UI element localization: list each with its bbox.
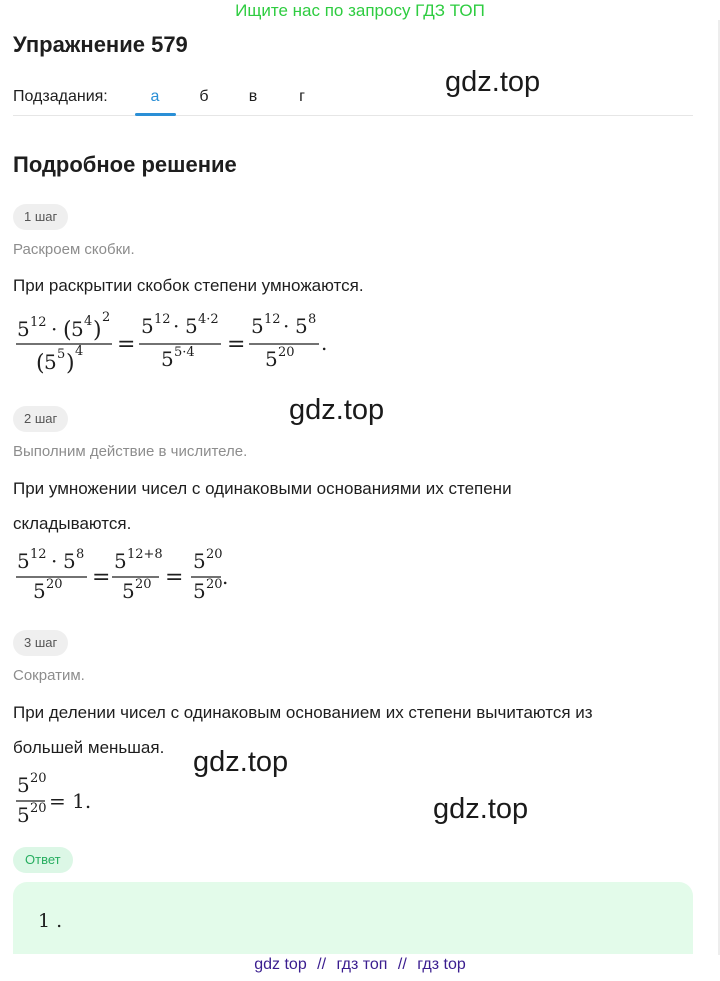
f1-t2-den: 5 xyxy=(161,347,174,371)
step-1-formula xyxy=(13,306,343,380)
exercise-title: Упражнение 579 xyxy=(13,32,188,57)
footer-link-2[interactable]: гдз топ xyxy=(336,956,388,973)
svg-text:): ) xyxy=(66,351,75,376)
watermark: gdz.top xyxy=(193,746,289,778)
f1-eq-2: = xyxy=(227,332,246,357)
f1-t1-num-b-exp: 4 xyxy=(84,314,93,329)
tab-v[interactable]: в xyxy=(248,88,258,105)
f2-t3-num-exp: 20 xyxy=(206,547,223,562)
answer-badge: Ответ xyxy=(13,847,73,873)
f1-t2-den-exp: 5·4 xyxy=(174,345,195,360)
f2-t1-num-a-exp: 12 xyxy=(30,547,47,562)
f1-t3-den: 5 xyxy=(265,347,278,371)
f2-t1-num-a: 5 xyxy=(17,549,30,573)
f1-t1-num-dot: · xyxy=(51,317,58,341)
step-1-badge: 1 шаг xyxy=(13,204,68,230)
svg-text:·: · xyxy=(283,314,290,338)
f2-t1-num-dot: · xyxy=(51,549,58,573)
svg-text:(: ( xyxy=(63,318,72,343)
step-3-formula xyxy=(13,766,133,832)
watermark: gdz.top xyxy=(433,793,529,825)
f3-num: 5 xyxy=(17,773,30,797)
f3-den-exp: 20 xyxy=(30,801,47,816)
footer-separator: // xyxy=(317,956,327,973)
f1-t3-den-exp: 20 xyxy=(278,345,295,360)
svg-text:·: · xyxy=(173,314,180,338)
f1-t3-num-b: 5 xyxy=(295,314,308,338)
step-2-text-line-2: складываются. xyxy=(13,514,132,533)
f1-t3-num-b-exp: 8 xyxy=(308,312,317,327)
svg-text:): ) xyxy=(93,318,102,343)
f1-end: . xyxy=(321,331,328,355)
f1-eq-1: = xyxy=(117,332,136,357)
f1-t2-num-b: 5 xyxy=(185,314,198,338)
step-3-hint: Сократим. xyxy=(13,667,85,684)
f2-eq-1: = xyxy=(92,565,111,590)
f2-end: . xyxy=(222,565,229,589)
footer-links xyxy=(0,956,720,974)
f1-t1-den-outer-exp: 4 xyxy=(75,344,84,359)
answer-box xyxy=(13,882,693,954)
f1-t1-den-base: 5 xyxy=(44,350,57,374)
step-3-badge: 3 шаг xyxy=(13,630,68,656)
step-2-text-line-1: При умножении чисел с одинаковыми основаниями их степени xyxy=(13,479,512,498)
tab-b[interactable]: б xyxy=(199,88,209,105)
svg-text:(: ( xyxy=(36,351,45,376)
f1-t3-num-a: 5 xyxy=(251,314,264,338)
step-2-formula xyxy=(13,542,253,608)
f1-t2-num-a: 5 xyxy=(141,314,154,338)
f2-t1-den: 5 xyxy=(33,579,46,603)
f2-t3-den: 5 xyxy=(193,579,206,603)
step-1-text: При раскрытии скобок степени умножаются. xyxy=(13,276,364,295)
search-banner: Ищите нас по запросу ГДЗ ТОП xyxy=(235,1,485,20)
tab-g[interactable]: г xyxy=(299,88,305,105)
footer-link-1[interactable]: gdz top xyxy=(254,956,307,973)
f3-den: 5 xyxy=(17,803,30,827)
step-2-badge: 2 шаг xyxy=(13,406,68,432)
footer-separator: // xyxy=(397,956,407,973)
step-3-text-line-2: большей меньшая. xyxy=(13,738,165,757)
f3-num-exp: 20 xyxy=(30,771,47,786)
f2-t2-num: 5 xyxy=(114,549,127,573)
subtasks-label: Подзадания: xyxy=(13,88,108,105)
tab-a[interactable]: а xyxy=(150,88,160,105)
watermark: gdz.top xyxy=(445,66,541,98)
step-1-hint: Раскроем скобки. xyxy=(13,241,135,258)
f2-t2-den: 5 xyxy=(122,579,135,603)
f1-t1-num-a-exp: 12 xyxy=(30,315,47,330)
f1-t1-num-outer-exp: 2 xyxy=(102,310,111,325)
watermark: gdz.top xyxy=(289,394,385,426)
f2-t3-num: 5 xyxy=(193,549,206,573)
f2-t2-num-exp: 12+8 xyxy=(127,547,163,562)
footer-link-3[interactable]: гдз top xyxy=(417,956,466,973)
f2-eq-2: = xyxy=(165,565,184,590)
f1-t2-num-a-exp: 12 xyxy=(154,312,171,327)
step-2-hint: Выполним действие в числителе. xyxy=(13,443,248,460)
f1-t1-num-a: 5 xyxy=(17,317,30,341)
active-tab-indicator xyxy=(135,113,176,116)
solution-heading: Подробное решение xyxy=(13,152,237,177)
f2-t1-den-exp: 20 xyxy=(46,577,63,592)
f2-t3-den-exp: 20 xyxy=(206,577,223,592)
f1-t3-num-a-exp: 12 xyxy=(264,312,281,327)
f3-rhs: = 1. xyxy=(49,789,92,813)
answer-value: 1 . xyxy=(38,910,63,932)
step-3-text-line-1: При делении чисел с одинаковым основанием их степени вычитаются из xyxy=(13,703,593,722)
f1-t1-num-b: 5 xyxy=(71,317,84,341)
tabs-divider xyxy=(13,115,693,116)
f1-t1-den-in-exp: 5 xyxy=(57,347,66,362)
f2-t1-num-b-exp: 8 xyxy=(76,547,85,562)
f2-t1-num-b: 5 xyxy=(63,549,76,573)
f2-t2-den-exp: 20 xyxy=(135,577,152,592)
f1-t2-num-b-exp: 4·2 xyxy=(198,312,219,327)
